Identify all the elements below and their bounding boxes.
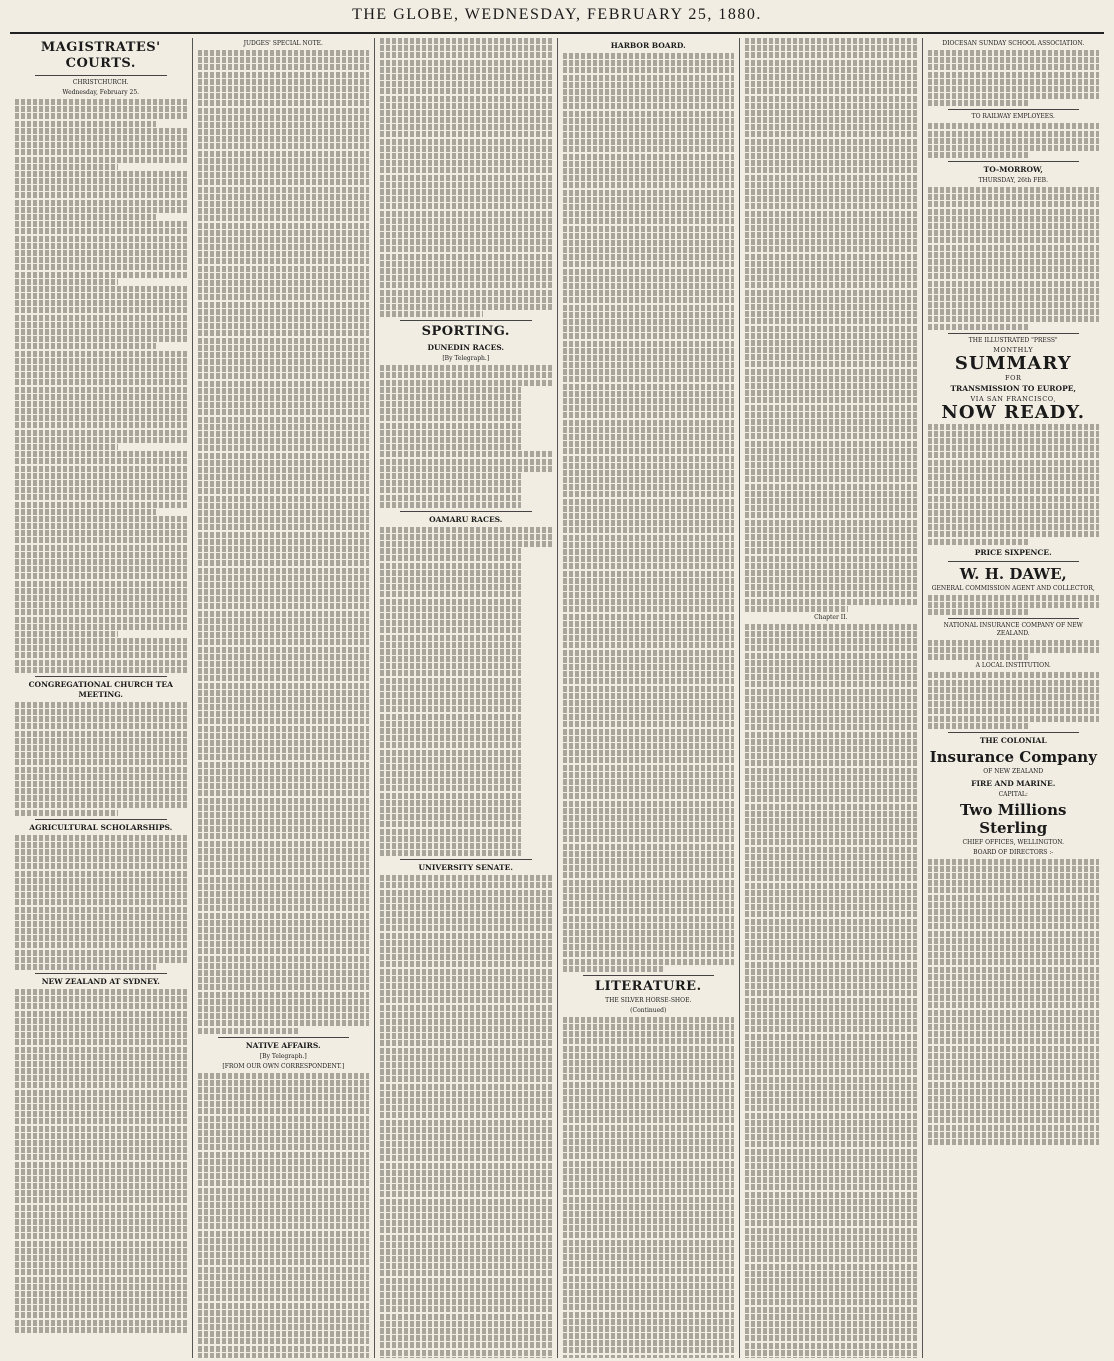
article-text xyxy=(745,38,917,612)
ad-subtitle: VIA SAN FRANCISCO, xyxy=(970,394,1056,403)
subheading: NEW ZEALAND AT SYDNEY. xyxy=(41,977,160,986)
ad-title: THE COLONIAL xyxy=(979,735,1047,745)
ad-text xyxy=(928,672,1100,728)
ad-subtitle: MONTHLY xyxy=(993,345,1034,354)
ad-text xyxy=(928,50,1100,106)
ad-title: TO-MORROW, xyxy=(983,165,1043,175)
byline: [By Telegraph.] xyxy=(442,355,490,363)
section-heading: MAGISTRATES' COURTS. xyxy=(40,40,161,71)
article-text xyxy=(198,1073,370,1359)
subheading: DUNEDIN RACES. xyxy=(427,343,505,353)
ad-text xyxy=(928,123,1100,158)
ad-subtitle: FOR xyxy=(1004,373,1022,382)
subheading: NATIVE AFFAIRS. xyxy=(245,1040,321,1050)
article-text xyxy=(563,1017,735,1358)
byline: [FROM OUR OWN CORRESPONDENT.] xyxy=(222,1062,345,1070)
section-heading: LITERATURE. xyxy=(594,978,702,994)
ad-text xyxy=(928,424,1100,545)
dateline: Wednesday, February 25. xyxy=(62,89,140,96)
column-1 xyxy=(10,38,193,1358)
subheading: OAMARU RACES. xyxy=(429,514,503,524)
ad-headline: NOW READY. xyxy=(941,401,1086,423)
ad-date: THURSDAY, 26th FEB. xyxy=(978,177,1048,185)
ad-headline: Insurance Company xyxy=(929,747,1097,766)
ad-subtitle: TRANSMISSION TO EUROPE, xyxy=(950,383,1077,393)
article-text xyxy=(15,835,187,970)
column-6 xyxy=(923,38,1105,1358)
ad-text xyxy=(928,595,1100,615)
column-3 xyxy=(375,38,558,1358)
article-text xyxy=(15,989,187,1333)
ad-text xyxy=(928,187,1100,330)
masthead: THE GLOBE, WEDNESDAY, FEBRUARY 25, 1880. xyxy=(10,6,1104,34)
article-text xyxy=(15,702,187,816)
ad-subtitle: CAPITAL: xyxy=(998,790,1028,798)
ad-subtitle: GENERAL COMMISSION AGENT AND COLLECTOR, xyxy=(931,584,1095,592)
ad-price: PRICE SIXPENCE. xyxy=(974,547,1052,557)
subheading: UNIVERSITY SENATE. xyxy=(418,863,513,873)
article-text xyxy=(380,875,552,1358)
ad-title: DIOCESAN SUNDAY SCHOOL ASSOCIATION. xyxy=(942,40,1085,47)
ad-notice: A LOCAL INSTITUTION. xyxy=(975,662,1051,670)
columns xyxy=(10,38,1104,1358)
ad-title: NATIONAL INSURANCE COMPANY OF NEW ZEALAND. xyxy=(943,622,1083,637)
article-text xyxy=(745,624,917,1358)
article-text xyxy=(198,50,370,1034)
ad-text xyxy=(928,859,1100,1145)
ad-subtitle: BOARD OF DIRECTORS :- xyxy=(973,848,1054,856)
column-5 xyxy=(740,38,923,1358)
ad-headline: SUMMARY xyxy=(954,352,1072,374)
article-text xyxy=(563,53,735,972)
subheading: THE SILVER HORSE-SHOE. xyxy=(605,996,692,1004)
ad-title: THE ILLUSTRATED "PRESS" xyxy=(968,336,1058,344)
subheading: JUDGES' SPECIAL NOTE. xyxy=(243,40,323,47)
race-results xyxy=(380,527,552,856)
race-results xyxy=(380,365,552,508)
ad-subtitle: FIRE AND MARINE. xyxy=(971,778,1056,788)
ad-title: TO RAILWAY EMPLOYEES. xyxy=(971,113,1055,121)
article-text xyxy=(15,99,187,673)
subheading: (Continued) xyxy=(630,1006,667,1014)
subheading: CHRISTCHURCH. xyxy=(72,79,129,86)
section-heading: SPORTING. xyxy=(421,324,510,340)
ad-text xyxy=(928,640,1100,660)
ad-subtitle: CHIEF OFFICES, WELLINGTON. xyxy=(962,838,1065,846)
article-text xyxy=(380,38,552,317)
ad-headline: Two Millions Sterling xyxy=(960,800,1067,837)
column-2 xyxy=(193,38,376,1358)
subheading: HARBOR BOARD. xyxy=(610,41,686,50)
ad-headline: W. H. DAWE, xyxy=(959,564,1067,583)
column-4 xyxy=(558,38,741,1358)
subheading: CONGREGATIONAL CHURCH TEA MEETING. xyxy=(28,679,173,699)
subheading: Chapter II. xyxy=(814,613,848,621)
ad-subtitle: OF NEW ZEALAND xyxy=(983,767,1044,775)
subheading: AGRICULTURAL SCHOLARSHIPS. xyxy=(29,822,173,832)
byline: [By Telegraph.] xyxy=(259,1052,307,1060)
